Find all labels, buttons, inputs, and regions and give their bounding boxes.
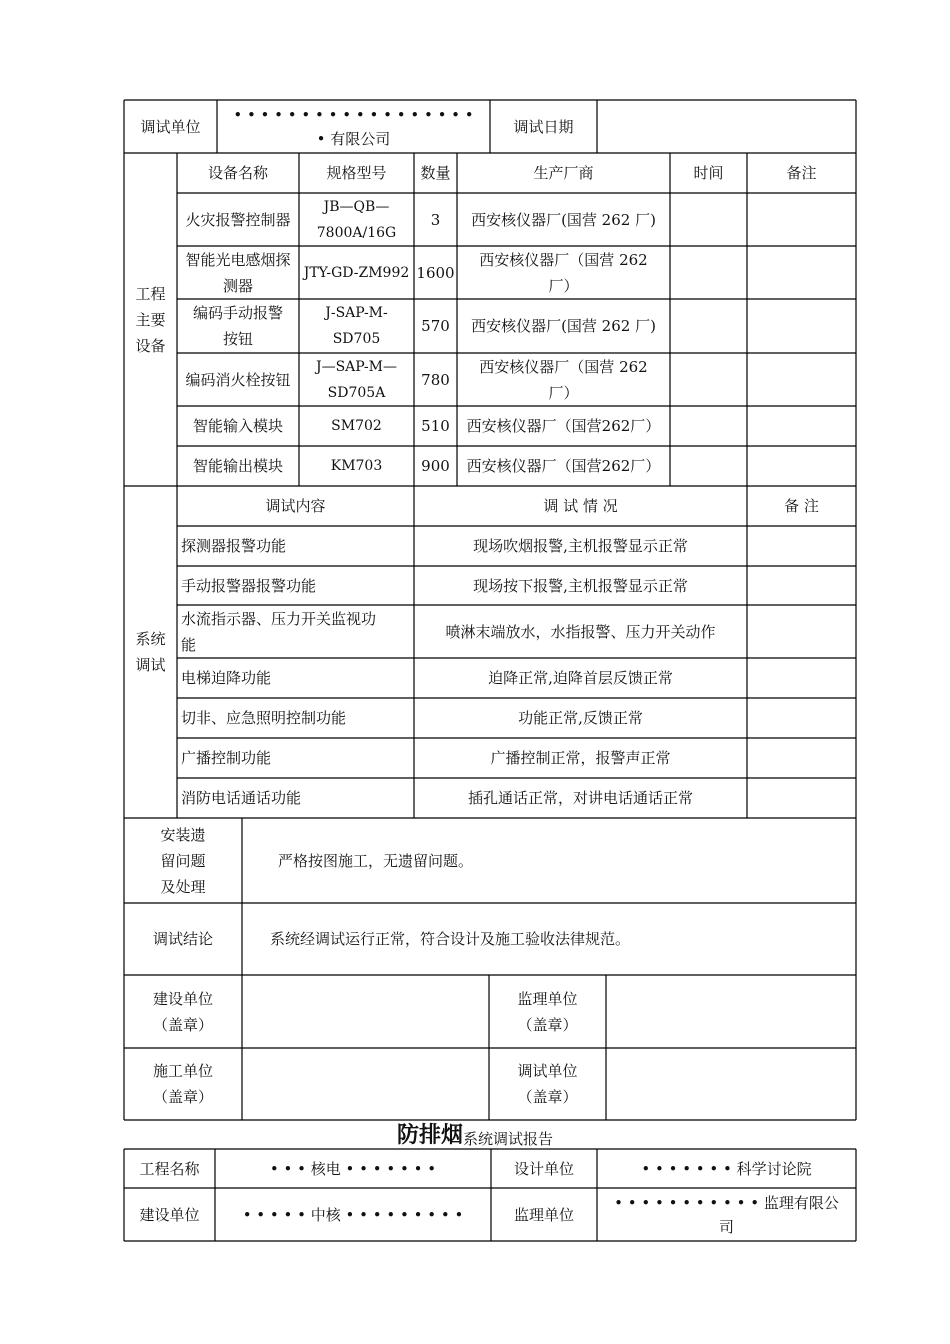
- equipment-row-name: 火灾报警控制器: [185, 210, 291, 229]
- report-title-suffix: 系统调试报告: [463, 1130, 554, 1148]
- system-test-row-note: [747, 605, 856, 658]
- build-unit-label: 建设单位: [139, 1205, 200, 1224]
- system-test-col-result: 调 试 情 况: [543, 497, 618, 515]
- system-test-row-result: 功能正常,反馈正常: [518, 709, 643, 727]
- system-test-row-note: [747, 658, 856, 698]
- system-test-row-content: 电梯迫降功能: [181, 669, 272, 687]
- equipment-row-note: [747, 406, 856, 446]
- equipment-col-maker: 生产厂商: [533, 164, 594, 182]
- equipment-row-qty: 570: [421, 317, 450, 335]
- equipment-row-maker: 西安核仪器厂（国营262厂）: [466, 457, 661, 475]
- system-test-row-note: [747, 778, 856, 818]
- equipment-row-model: KM703: [330, 458, 383, 474]
- system-test-row-result: 广播控制正常，报警声正常: [490, 749, 671, 767]
- equipment-row-name: 智能输入模块: [192, 417, 283, 435]
- construct-unit-stamp-label: 施工单位 （盖章）: [152, 1062, 213, 1106]
- equipment-col-note: 备注: [786, 164, 817, 182]
- test-date-value: [597, 100, 856, 153]
- supervise-unit-stamp-area: [606, 975, 856, 1048]
- conclusion-label: 调试结论: [152, 930, 213, 948]
- equipment-col-time: 时间: [693, 164, 724, 182]
- system-test-col-content: 调试内容: [265, 497, 326, 515]
- system-test-row-note: [747, 698, 856, 738]
- system-test-row-note: [747, 738, 856, 778]
- equipment-row-note: [747, 193, 856, 246]
- supervise-unit-stamp-label: 监理单位 （盖章）: [517, 989, 578, 1034]
- equipment-row-note: [747, 299, 856, 353]
- equipment-row-qty: 1600: [416, 263, 455, 282]
- equipment-row-qty: 900: [421, 457, 450, 475]
- construct-unit-stamp-area: [242, 1048, 489, 1120]
- equipment-row-name: 编码消火栓按钮: [185, 370, 291, 389]
- equipment-row-model: JTY-GD-ZM992: [303, 264, 410, 281]
- equipment-col-qty: 数量: [420, 164, 451, 182]
- system-test-row-note: [747, 566, 856, 605]
- system-test-row-content: 水流指示器、压力开关监视功 能: [181, 609, 377, 654]
- equipment-row-qty: 780: [421, 370, 450, 389]
- project-name-label: 工程名称: [139, 1159, 200, 1178]
- equipment-row-maker: 西安核仪器厂（国营 262 厂）: [479, 357, 648, 402]
- equipment-row-time: [670, 299, 747, 353]
- test-unit-value: • • • • • • • • • • • • • • • • • • • 有限公司: [233, 105, 474, 148]
- equipment-section-label: 工程 主要 设备: [135, 284, 166, 355]
- system-test-row-result: 现场吹烟报警,主机报警显示正常: [473, 537, 688, 555]
- equipment-row-time: [670, 446, 747, 486]
- build-unit-stamp-label: 建设单位 （盖章）: [152, 989, 213, 1034]
- system-test-col-note: 备 注: [784, 497, 819, 515]
- system-test-row-content: 切非、应急照明控制功能: [181, 709, 347, 727]
- system-test-row-content: 消防电话通话功能: [181, 789, 302, 807]
- equipment-row-note: [747, 353, 856, 406]
- equipment-row-name: 编码手动报警 按钮: [192, 304, 283, 348]
- equipment-row-maker: 西安核仪器厂(国营 262 厂): [471, 317, 656, 335]
- report-title-main: 防排烟: [396, 1123, 463, 1148]
- equipment-row-time: [670, 353, 747, 406]
- equipment-row-model: J-SAP-M-SD705: [325, 305, 388, 347]
- report-title: [0, 1120, 950, 1150]
- issues-label: 安装遗 留问题 及处理: [160, 825, 206, 896]
- system-test-row-content: 广播控制功能: [181, 749, 272, 767]
- equipment-row-name: 智能光电感烟探 测器: [185, 250, 291, 295]
- equipment-row-time: [670, 406, 747, 446]
- equipment-col-model: 规格型号: [326, 164, 387, 182]
- system-test-row-content: 探测器报警功能: [181, 537, 287, 555]
- equipment-row-maker: 西安核仪器厂（国营262厂）: [466, 417, 661, 435]
- system-test-row-result: 现场按下报警,主机报警显示正常: [473, 576, 688, 595]
- equipment-row-time: [670, 246, 747, 299]
- system-test-section-label: 系统 调试: [135, 630, 166, 674]
- equipment-row-time: [670, 193, 747, 246]
- test-unit-stamp-area: [606, 1048, 856, 1120]
- equipment-row-model: SM702: [331, 418, 382, 434]
- design-unit-value: • • • • • • • 科学讨论院: [641, 1159, 812, 1178]
- system-test-row-note: [747, 526, 856, 566]
- equipment-row-maker: 西安核仪器厂(国营 262 厂): [471, 210, 656, 229]
- system-test-row-result: 喷淋末端放水，水指报警、压力开关动作: [445, 622, 716, 641]
- supervise-unit-value: • • • • • • • • • • • 监理有限公 司: [614, 1193, 839, 1236]
- supervise-unit-label: 监理单位: [513, 1205, 574, 1224]
- equipment-row-model: JB—QB— 7800A/16G: [316, 198, 397, 241]
- equipment-row-qty: 3: [430, 210, 441, 229]
- design-unit-label: 设计单位: [513, 1159, 574, 1178]
- build-unit-value: • • • • • 中核 • • • • • • • • •: [242, 1205, 464, 1224]
- build-unit-stamp-area: [242, 975, 489, 1048]
- equipment-col-name: 设备名称: [207, 164, 268, 182]
- equipment-row-name: 智能输出模块: [192, 457, 283, 475]
- system-test-row-result: 迫降正常,迫降首层反馈正常: [488, 669, 673, 687]
- conclusion-value: 系统经调试运行正常，符合设计及施工验收法律规范。: [270, 930, 631, 948]
- issues-value: 严格按图施工，无遗留问题。: [278, 851, 474, 870]
- equipment-row-note: [747, 246, 856, 299]
- system-test-row-content: 手动报警器报警功能: [181, 576, 317, 595]
- equipment-row-qty: 510: [421, 417, 450, 435]
- project-name-value: • • • 核电 • • • • • • •: [269, 1159, 437, 1178]
- test-unit-label: 调试单位: [140, 117, 201, 136]
- equipment-row-note: [747, 446, 856, 486]
- test-date-label: 调试日期: [513, 117, 574, 136]
- system-test-row-result: 插孔通话正常，对讲电话通话正常: [467, 789, 693, 807]
- equipment-row-model: J—SAP-M— SD705A: [315, 358, 398, 401]
- equipment-row-maker: 西安核仪器厂（国营 262 厂）: [479, 250, 648, 295]
- test-unit-stamp-label: 调试单位 （盖章）: [517, 1062, 578, 1106]
